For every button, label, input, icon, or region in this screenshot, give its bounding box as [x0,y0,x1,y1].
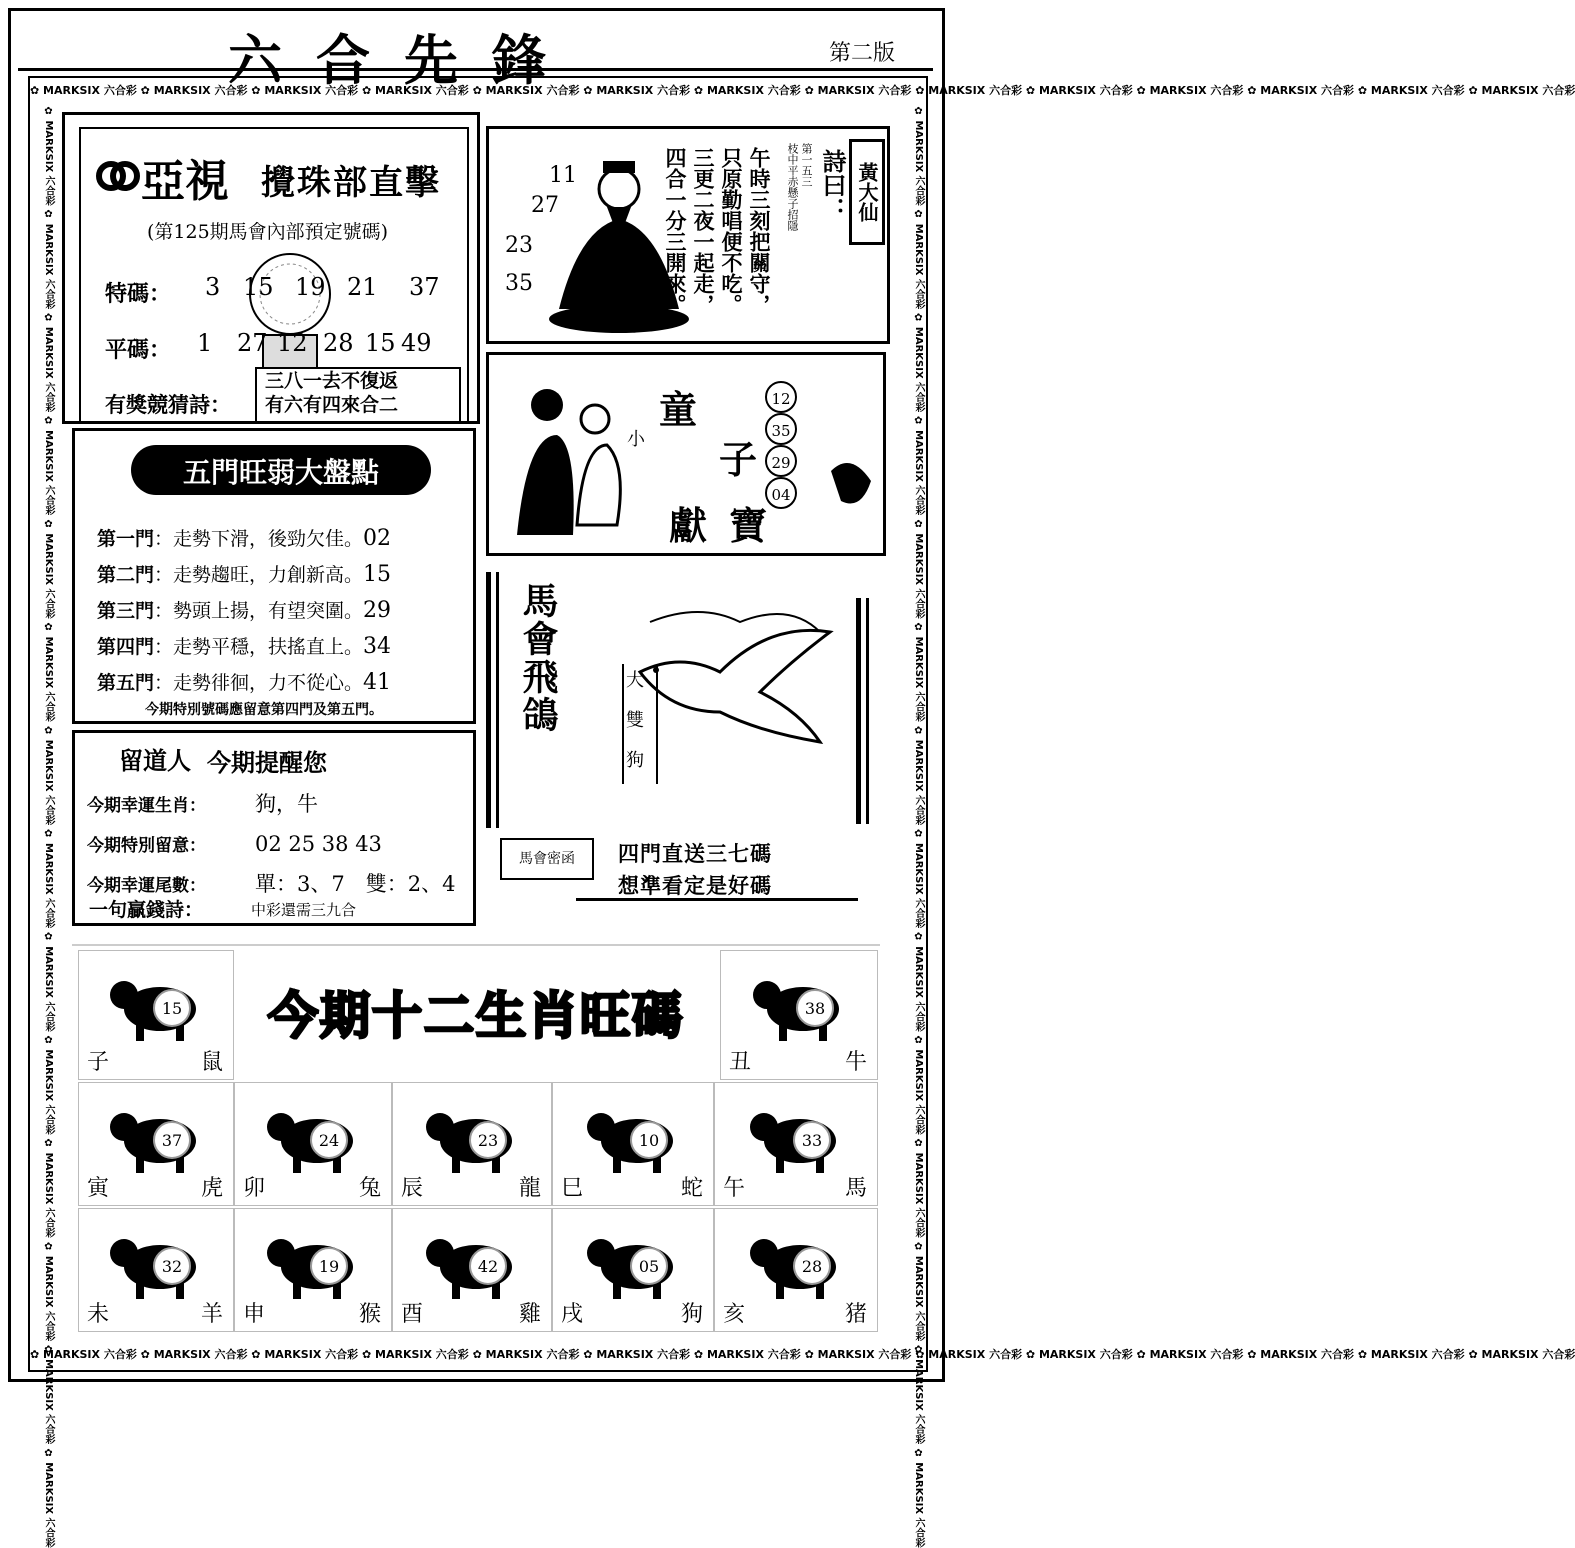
daxian-number: 27 [531,193,559,218]
zodiac-animal: 狗 [680,1302,703,1327]
flat-number: 1 [197,329,213,357]
gate-label: 第一門 [97,528,155,550]
flat-numbers-label: 平碼： [105,338,172,363]
zodiac-cell [552,1208,714,1332]
zodiac-animal: 虎 [200,1176,223,1201]
asia-tv-subtitle: (第125期馬會內部預定號碼) [147,221,389,243]
zodiac-cell [78,1082,234,1206]
gate-row [97,665,391,701]
zodiac-branch: 申 [243,1302,266,1327]
insider-heading-b: 今期提醒您 [207,748,327,777]
gate-number: 41 [363,670,392,695]
child-title-a: 童 [659,388,698,432]
gate-number: 34 [363,634,392,659]
daxian-number: 35 [505,271,533,296]
pigeon-line: 四門直送三七碼 [618,842,772,866]
zodiac-number: 19 [310,1247,348,1285]
special-numbers [205,273,449,301]
asia-tv-inner [79,127,469,423]
border-strip-text: ✿ MARKSIX 六合彩 ✿ MARKSIX 六合彩 ✿ MARKSIX 六合彩 ✿ MARKSIX 六合彩 ✿ MARKSIX 六合彩 ✿ MARKSIX 六合彩 ✿ MARKSIX 六合彩 ✿ MARKSIX 六合彩 ✿ MARKSIX 六合彩 ✿ MARKSIX 六合彩 ✿ MARKSIX 六合彩 ✿ MARKSIX 六合彩 ✿ MARKSIX 六合彩 ✿ MARKSIX 六合彩 [30,84,1575,97]
zodiac-number: 15 [153,989,191,1027]
border-strip-left [30,106,56,1548]
zodiac-branch: 午 [723,1176,746,1201]
insider-value: 狗，牛 [255,792,318,816]
border-strip-text: ✿ MARKSIX 六合彩 ✿ MARKSIX 六合彩 ✿ MARKSIX 六合彩 ✿ MARKSIX 六合彩 ✿ MARKSIX 六合彩 ✿ MARKSIX 六合彩 ✿ MARKSIX 六合彩 ✿ MARKSIX 六合彩 ✿ MARKSIX 六合彩 ✿ MARKSIX 六合彩 ✿ MARKSIX 六合彩 ✿ MARKSIX 六合彩 ✿ MARKSIX 六合彩 ✿ MARKSIX 六合彩 [30,1348,1575,1361]
border-strip-top [30,76,1575,106]
insider-value: 02 25 38 43 [255,832,382,856]
special-number: 3 [205,273,221,301]
zodiac-animal: 龍 [518,1176,541,1201]
flat-number: 15 [365,329,396,357]
gate-row [97,593,391,629]
zodiac-animal: 蛇 [680,1176,703,1201]
gate-text: ：走勢下滑，後勁欠佳。 [154,528,364,550]
insider-poem: 中彩還需三九合 [251,901,357,919]
daxian-poem [663,147,773,337]
zodiac-animal: 猪 [844,1302,867,1327]
child-title-b: 子 [719,438,758,482]
asia-tv-panel [62,112,480,424]
zodiac-branch: 巳 [561,1176,584,1201]
zodiac-cell [714,1082,878,1206]
child-treasure-panel [486,352,886,556]
gate-label: 第二門 [97,564,155,586]
flat-numbers [197,329,441,357]
border-strip-text: ✿ MARKSIX 六合彩 ✿ MARKSIX 六合彩 ✿ MARKSIX 六合彩 ✿ MARKSIX 六合彩 ✿ MARKSIX 六合彩 ✿ MARKSIX 六合彩 ✿ MARKSIX 六合彩 ✿ MARKSIX 六合彩 ✿ MARKSIX 六合彩 ✿ MARKSIX 六合彩 ✿ MARKSIX 六合彩 ✿ MARKSIX 六合彩 ✿ MARKSIX 六合彩 ✿ MARKSIX 六合彩 [43,106,54,1548]
zodiac-number: 10 [630,1121,668,1159]
zodiac-branch: 酉 [401,1302,424,1327]
zodiac-number: 42 [469,1247,507,1285]
zodiac-animal: 牛 [844,1050,867,1075]
zodiac-branch: 丑 [729,1050,752,1075]
daxian-number: 23 [505,233,533,258]
children-figure-icon [497,375,637,545]
insider-label: 今期幸運尾數： [87,876,206,896]
page-title: 六合先鋒 [228,28,580,92]
gate-number: 29 [363,598,392,623]
child-small: 小 [627,429,645,450]
daxian-number: 11 [549,163,577,188]
gate-text: ：走勢徘徊，力不從心。 [154,672,364,694]
gate-label: 第三門 [97,600,155,622]
gate-number: 02 [363,526,392,551]
special-numbers-label: 特碼： [105,282,172,307]
zodiac-branch: 卯 [243,1176,266,1201]
gate-label: 第五門 [97,672,155,694]
zodiac-animal: 兔 [358,1176,381,1201]
child-number: 12 [765,381,797,413]
zodiac-number: 37 [153,1121,191,1159]
zodiac-heading-box [238,958,714,1070]
gate-row [97,557,391,593]
special-number: 15 [243,273,274,301]
insider-label: 今期幸運生肖： [87,796,206,816]
riddle-box [255,367,461,423]
special-number: 21 [347,273,378,301]
asia-tv-logo: 亞視 [141,156,229,207]
child-title-c: 獻 [669,504,708,548]
zodiac-cell [78,950,234,1080]
zodiac-cell [392,1208,552,1332]
zodiac-animal: 猴 [358,1302,381,1327]
special-number: 19 [295,273,326,301]
border-strip-right [900,106,926,1548]
huang-daxian-panel [486,126,890,344]
zodiac-number: 38 [796,989,834,1027]
gate-row [97,521,391,557]
special-number: 37 [409,273,440,301]
zodiac-animal: 雞 [518,1302,541,1327]
pigeon-tag: 狗 [626,750,644,771]
poem-line: 四合一分三開來。 [663,147,688,315]
zodiac-cell [234,1082,392,1206]
insider-label: 今期特別留意： [87,836,206,856]
insider-row [87,785,455,825]
five-gates-panel [72,428,476,724]
pigeon-tag: 雙 [626,710,644,731]
poem-line: 午時三刻把關守， [747,147,772,315]
pigeon-line: 想準看定是好碼 [618,874,772,898]
insider-panel [72,730,476,926]
poem-line: 只原勤唱便不吃。 [719,147,744,315]
daxian-issue: 第一五三 [800,143,813,187]
zodiac-cell [78,1208,234,1332]
border-strip-bottom [30,1340,1575,1370]
zodiac-branch: 寅 [87,1176,110,1201]
flat-number: 28 [323,329,354,357]
gate-text: ：走勢趨旺，力創新高。 [154,564,364,586]
child-title-d: 寶 [729,504,768,548]
zodiac-branch: 戌 [561,1302,584,1327]
insider-row [87,825,455,865]
zodiac-number: 28 [793,1247,831,1285]
pigeon-rule [866,598,869,824]
header [18,12,933,92]
zodiac-branch: 辰 [401,1176,424,1201]
child-number: 35 [765,413,797,445]
border-strip-text: ✿ MARKSIX 六合彩 ✿ MARKSIX 六合彩 ✿ MARKSIX 六合彩 ✿ MARKSIX 六合彩 ✿ MARKSIX 六合彩 ✿ MARKSIX 六合彩 ✿ MARKSIX 六合彩 ✿ MARKSIX 六合彩 ✿ MARKSIX 六合彩 ✿ MARKSIX 六合彩 ✿ MARKSIX 六合彩 ✿ MARKSIX 六合彩 ✿ MARKSIX 六合彩 ✿ MARKSIX 六合彩 [913,106,924,1548]
zodiac-animal: 羊 [200,1302,223,1327]
pigeon-tag: 大 [626,670,644,691]
bird-figure-icon [821,441,881,521]
child-number: 29 [765,445,797,477]
pigeon-panel [486,572,876,902]
zodiac-cell [714,1208,878,1332]
zodiac-cell [552,1082,714,1206]
zodiac-number: 32 [153,1247,191,1285]
five-gates-heading: 五門旺弱大盤點 [182,456,379,489]
five-gates-note: 今期特別號碼應留意第四門及第五門。 [145,702,383,718]
riddle-label: 有獎競猜詩： [105,393,231,417]
poem-line: 三更二夜一起走， [691,147,716,315]
insider-poem-label: 一句贏錢詩： [89,899,204,921]
pigeon-rule [486,572,491,828]
five-gates-list [97,521,391,701]
zodiac-number: 23 [469,1121,507,1159]
poem-heading: 詩曰： [818,149,847,221]
gate-row [97,629,391,665]
zodiac-number: 33 [793,1121,831,1159]
zodiac-cell [234,1208,392,1332]
pigeon-rule [496,572,499,828]
insider-heading-a: 留道人 [119,747,191,775]
zodiac-cell [392,1082,552,1206]
zodiac-branch: 子 [87,1050,110,1075]
pigeon-underline [576,898,858,901]
flat-number: 49 [401,329,432,357]
gate-label: 第四門 [97,636,155,658]
zodiac-cell [720,950,878,1080]
zodiac-heading: 今期十二生肖旺碼 [268,987,684,1045]
daxian-sign [785,143,813,323]
zodiac-animal: 鼠 [200,1050,223,1075]
pigeon-rule [856,598,861,824]
edition-label: 第二版 [828,41,895,66]
flat-number: 27 [237,329,268,357]
riddle-line: 三八一去不復返 [265,370,399,392]
gate-number: 15 [363,562,392,587]
gate-text: ：走勢平穩，扶搖直上。 [154,636,364,658]
flat-number: 12 [277,329,308,357]
asia-tv-logo-icon [93,151,143,201]
child-number: 04 [765,477,797,509]
pigeon-heading: 馬會飛鴿 [517,582,558,734]
insider-value: 單：3、7 雙：2、4 [255,872,456,896]
zodiac-branch: 未 [87,1302,110,1327]
asia-tv-heading: 攪珠部直擊 [261,163,441,203]
gate-text: ：勢頭上揚，有望突圍。 [154,600,364,622]
daxian-badge: 黃大仙 [849,139,885,245]
zodiac-number: 05 [630,1247,668,1285]
zodiac-branch: 亥 [723,1302,746,1327]
envelope-label: 馬會密函 [519,851,575,867]
riddle-line: 有六有四來合二 [265,394,399,416]
insider-list [87,785,455,905]
zodiac-number: 24 [310,1121,348,1159]
zodiac-animal: 馬 [844,1176,867,1201]
envelope-icon [500,838,594,880]
daxian-sign-note: 枝中平赤懸子招隱 [786,143,799,231]
